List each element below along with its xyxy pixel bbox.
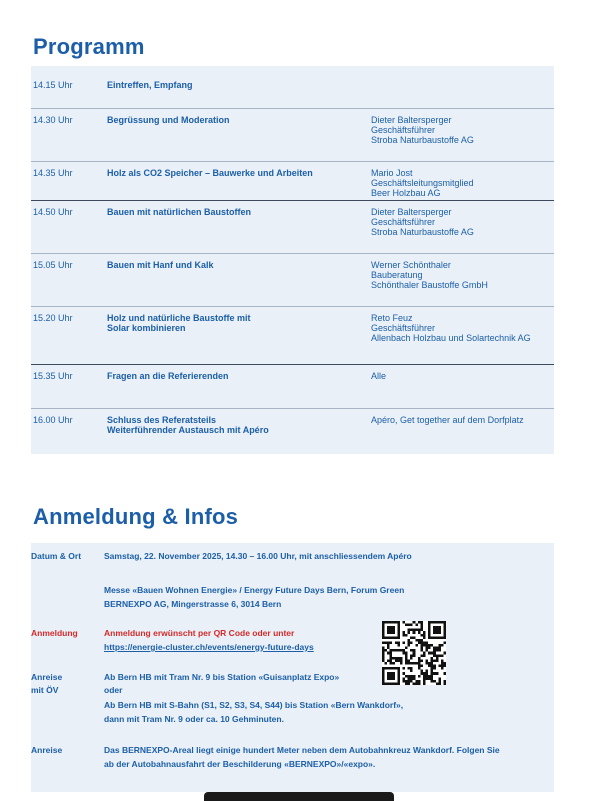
oev-label-2: mit ÖV xyxy=(31,685,59,695)
programm-speaker-line: Dieter Baltersperger xyxy=(371,207,452,217)
programm-row xyxy=(31,108,554,168)
programm-topic-line: Schluss des Referatsteils xyxy=(107,415,217,425)
programm-speaker-line: Beer Holzbau AG xyxy=(371,188,441,198)
programm-row xyxy=(31,408,554,455)
programm-topic xyxy=(107,207,357,217)
programm-speaker-line: Alle xyxy=(371,371,387,381)
programm-topic-line: Begrüssung und Moderation xyxy=(107,115,230,125)
programm-time: 16.00 Uhr xyxy=(33,415,73,425)
programm-topic xyxy=(107,313,357,333)
oev-line-3: Ab Bern HB mit S-Bahn (S1, S2, S3, S4, S44) bis Station «Bern Wankdorf», xyxy=(104,700,404,710)
programm-speaker xyxy=(371,168,561,198)
anmeldung-link[interactable]: https://energie-cluster.ch/events/energy-future-days xyxy=(104,642,314,652)
qr-code-icon[interactable] xyxy=(382,621,446,685)
programm-speaker xyxy=(371,415,561,425)
programm-topic-line: Bauen mit natürlichen Baustoffen xyxy=(107,207,252,217)
infos-title: Anmeldung & Infos xyxy=(33,504,239,529)
programm-speaker-line: Reto Feuz xyxy=(371,313,413,323)
anreise-line-2: ab der Autobahnausfahrt der Beschilderung «BERNEXPO»/«expo». xyxy=(104,759,376,769)
infos-panel xyxy=(31,543,554,792)
programm-topic xyxy=(107,260,357,270)
oev-line-1: Ab Bern HB mit Tram Nr. 9 bis Station «Guisanplatz Expo» xyxy=(104,672,340,682)
ort-line-2: BERNEXPO AG, Mingerstrasse 6, 3014 Bern xyxy=(104,599,282,609)
programm-speaker-line: Geschäftsführer xyxy=(371,323,436,333)
programm-speaker xyxy=(371,371,561,381)
ort-line-1: Messe «Bauen Wohnen Energie» / Energy Future Days Bern, Forum Green xyxy=(104,585,405,595)
programm-speaker-line: Bauberatung xyxy=(371,270,423,280)
programm-table xyxy=(31,66,554,454)
programm-topic xyxy=(107,371,357,381)
programm-topic xyxy=(107,415,357,435)
anreise-line-1: Das BERNEXPO-Areal liegt einige hundert Meter neben dem Autobahnkreuz Wankdorf. Folgen Sie xyxy=(104,745,500,755)
programm-topic-line: Holz und natürliche Baustoffe mit xyxy=(107,313,251,323)
programm-time: 14.30 Uhr xyxy=(33,115,73,125)
programm-speaker-line: Schönthaler Baustoffe GmbH xyxy=(371,280,488,290)
programm-speaker-line: Apéro, Get together auf dem Dorfplatz xyxy=(371,415,524,425)
programm-speaker-line: Stroba Naturbaustoffe AG xyxy=(371,227,474,237)
programm-speaker-line: Geschäftsführer xyxy=(371,125,436,135)
programm-speaker-line: Dieter Baltersperger xyxy=(371,115,452,125)
programm-speaker-line: Mario Jost xyxy=(371,168,413,178)
programm-speaker-line: Werner Schönthaler xyxy=(371,260,451,270)
programm-topic xyxy=(107,168,357,178)
programm-speaker xyxy=(371,260,561,290)
programm-topic-line: Weiterführender Austausch mit Apéro xyxy=(107,425,269,435)
anreise-label: Anreise xyxy=(31,745,63,755)
bottom-toolbar[interactable] xyxy=(204,792,394,801)
programm-time: 15.05 Uhr xyxy=(33,260,73,270)
programm-title: Programm xyxy=(33,34,145,59)
programm-time: 15.20 Uhr xyxy=(33,313,73,323)
programm-speaker xyxy=(371,207,561,237)
datum-text: Samstag, 22. November 2025, 14.30 – 16.00 Uhr, mit anschliessendem Apéro xyxy=(104,551,412,561)
programm-speaker-line: Allenbach Holzbau und Solartechnik AG xyxy=(371,333,531,343)
programm-topic-line: Fragen an die Referierenden xyxy=(107,371,229,381)
programm-time: 15.35 Uhr xyxy=(33,371,73,381)
anmeldung-text: Anmeldung erwünscht per QR Code oder unter xyxy=(104,628,295,638)
programm-topic-line: Bauen mit Hanf und Kalk xyxy=(107,260,214,270)
programm-topic xyxy=(107,80,357,90)
programm-speaker-line: Geschäftsleitungsmitglied xyxy=(371,178,474,188)
datum-label: Datum & Ort xyxy=(31,551,82,561)
programm-speaker xyxy=(371,313,561,343)
programm-speaker xyxy=(371,115,561,145)
programm-time: 14.50 Uhr xyxy=(33,207,73,217)
programm-time: 14.15 Uhr xyxy=(33,80,73,90)
oev-line-4: dann mit Tram Nr. 9 oder ca. 10 Gehminuten. xyxy=(104,714,284,724)
programm-topic xyxy=(107,115,357,125)
programm-time: 14.35 Uhr xyxy=(33,168,73,178)
oev-line-2: oder xyxy=(104,685,123,695)
programm-row xyxy=(31,200,554,260)
programm-topic-line: Solar kombinieren xyxy=(107,323,186,333)
programm-speaker-line: Geschäftsführer xyxy=(371,217,436,227)
programm-row xyxy=(31,306,554,371)
anmeldung-label: Anmeldung xyxy=(31,628,78,638)
programm-topic-line: Eintreffen, Empfang xyxy=(107,80,193,90)
programm-speaker-line: Stroba Naturbaustoffe AG xyxy=(371,135,474,145)
oev-label-1: Anreise xyxy=(31,672,63,682)
programm-row xyxy=(31,253,554,313)
programm-topic-line: Holz als CO2 Speicher – Bauwerke und Arbeiten xyxy=(107,168,313,178)
